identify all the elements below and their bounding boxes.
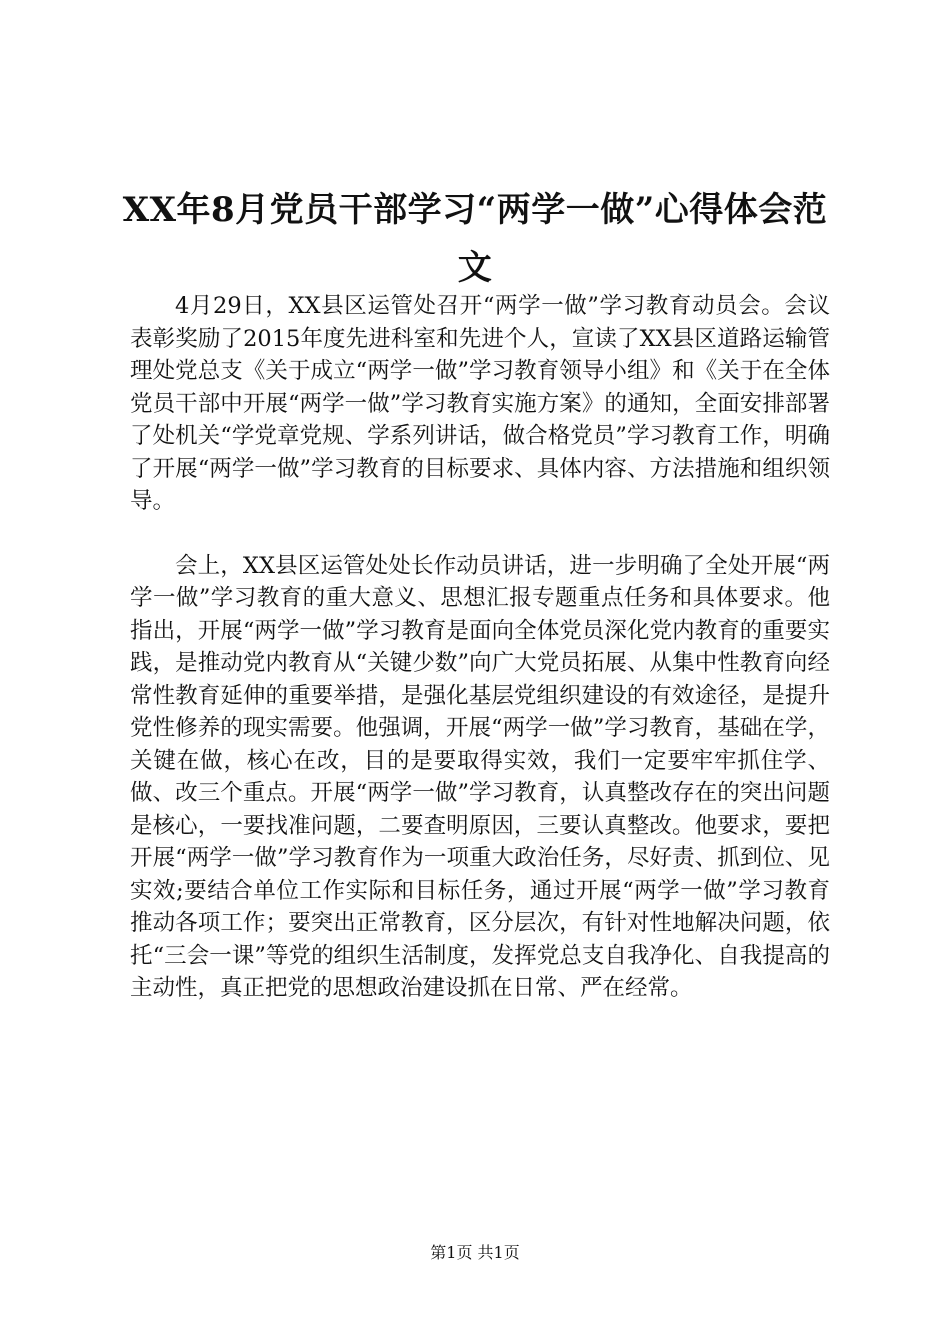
body-paragraph-1: 4月29日，XX县区运管处召开“两学一做”学习教育动员会。会议表彰奖励了2015年度先进科室和先进个人，宣读了XX县区道路运输管理处党总支《关于成立“两学一做”学习教育领导小组》和《关于在全体党员干部中开展“两学一做”学习教育实施方案》的通知，全面安排部署了处机关“学党章党规、学系列讲话，做合格党员”学习教育工作，明确了开展“两学一做”学习教育的目标要求、具体内容、方法措施和组织领导。 bbox=[130, 293, 830, 514]
document-body bbox=[130, 290, 830, 1005]
page-number-footer: 第1页 共1页 bbox=[430, 1243, 520, 1262]
document-title: XX年8月党员干部学习“两学一做”心得体会范文 bbox=[122, 189, 828, 288]
body-paragraph-2: 会上，XX县区运管处处长作动员讲话，进一步明确了全处开展“两学一做”学习教育的重大意义、思想汇报专题重点任务和具体要求。他指出，开展“两学一做”学习教育是面向全体党员深化党内教育的重要实践，是推动党内教育从“关键少数”向广大党员拓展、从集中性教育向经常性教育延伸的重要举措，是强化基层党组织建设的有效途径，是提升党性修养的现实需要。他强调，开展“两学一做”学习教育，基础在学，关键在做，核心在改，目的是要取得实效，我们一定要牢牢抓住学、做、改三个重点。开展“两学一做”学习教育，认真整改存在的突出问题是核心，一要找准问题，二要查明原因，三要认真整改。他要求，要把开展“两学一做”学习教育作为一项重大政治任务，尽好责、抓到位、见实效;要结合单位工作实际和目标任务，通过开展“两学一做”学习教育推动各项工作；要突出正常教育，区分层次，有针对性地解决问题，依托“三会一课”等党的组织生活制度，发挥党总支自我净化、自我提高的主动性，真正把党的思想政治建设抓在日常、严在经常。 bbox=[130, 552, 830, 1001]
